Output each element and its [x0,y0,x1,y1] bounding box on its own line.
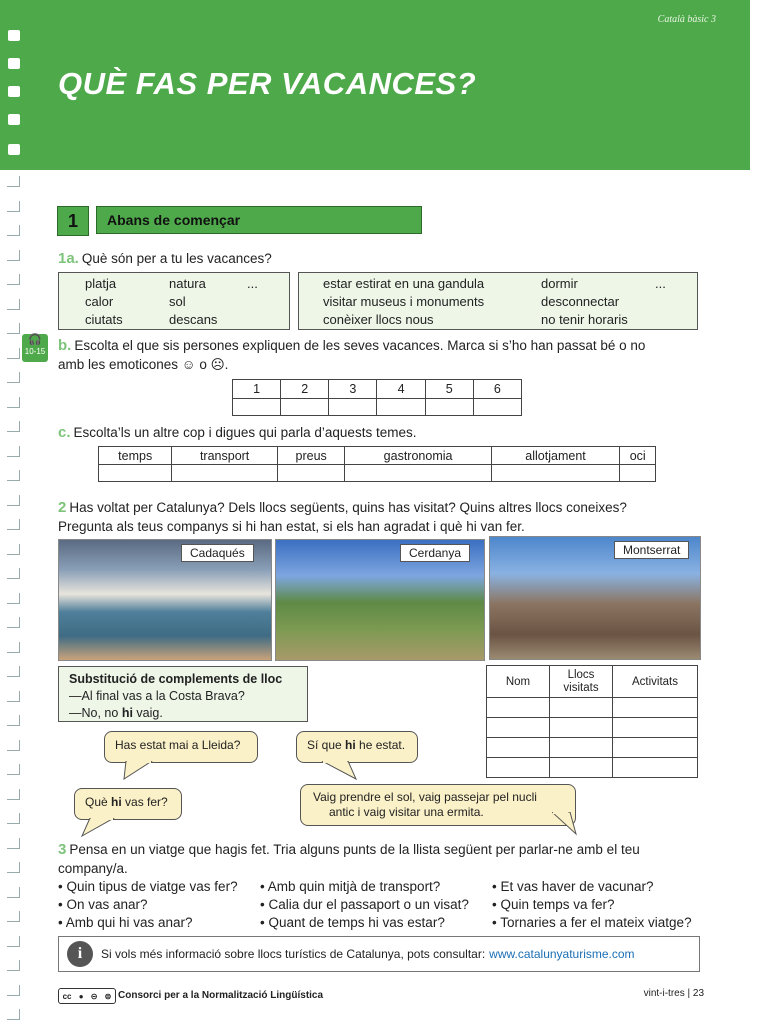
info-link[interactable]: www.catalunyaturisme.com [489,947,635,961]
question-1c [58,424,416,441]
spiral-ring [7,764,20,775]
photo-montserrat [489,536,701,660]
spiral-ring [7,789,20,800]
grid-header: 3 [329,380,377,399]
grid-cell[interactable] [345,465,491,482]
table-cell[interactable] [487,758,550,778]
table-cell[interactable] [613,698,698,718]
word: dormir [541,276,578,291]
bubble-tail [120,761,160,781]
word: ciutats [85,312,123,327]
question-label: 3 [58,841,67,858]
question-text: Escolta el que sis persones expliquen de les seves vacances. Marca si s’ho han passat bé o no [74,338,646,353]
spiral-ring [7,299,20,310]
headphones-icon: 🎧 [28,334,42,346]
question-text: Has voltat per Catalunya? Dels llocs següents, quins has visitat? Quins altres llocs coneixes? [69,500,627,515]
grid-cell[interactable] [620,465,656,482]
table-cell[interactable] [487,738,550,758]
word: visitar museus i monuments [323,294,485,309]
spiral-ring [7,250,20,261]
bubble-tail [80,818,120,838]
list-item: • Quin temps va fer? [492,897,615,912]
table-cell[interactable] [550,758,613,778]
bubble-tail [318,761,362,781]
grid-header: 1 [233,380,281,399]
word-box-left [58,272,290,330]
spiral-ring [7,176,20,187]
question-label: b. [58,337,72,354]
grid-header: temps [99,447,172,465]
grid-header: 2 [281,380,329,399]
grid-header: oci [620,447,656,465]
grid-cell[interactable] [377,399,425,416]
spiral-ring [7,666,20,677]
spiral-ring [7,936,20,947]
spiral-ring [7,740,20,751]
spiral-ring [7,617,20,628]
list-item: • Amb quin mitjà de transport? [260,879,441,894]
table-cell[interactable] [550,738,613,758]
answer-grid-1b [232,379,522,416]
spiral-ring [7,225,20,236]
spiral-ring [7,274,20,285]
spiral-ring [7,960,20,971]
page-tab-mark [8,58,20,69]
grammar-title: Substitució de complements de lloc [69,672,283,686]
speech-bubble: Has estat mai a Lleida? [104,731,258,763]
spiral-ring [7,348,20,359]
list-item: • Et vas haver de vacunar? [492,879,654,894]
table-header: Nom [487,666,550,698]
grid-header: allotjament [491,447,620,465]
info-box [58,936,700,972]
grid-cell[interactable] [425,399,473,416]
list-item: • Amb qui hi vas anar? [58,915,193,930]
page-title: QUÈ FAS PER VACANCES? [58,66,477,101]
photo-label: Cadaqués [181,544,254,562]
spiral-ring [7,470,20,481]
photo-label: Cerdanya [400,544,470,562]
bubble-tail [552,812,582,838]
question-text: Què són per a tu les vacances? [81,251,272,266]
spiral-ring [7,568,20,579]
word: desconnectar [541,294,620,309]
word: conèixer llocs nous [323,312,434,327]
word-box-right [298,272,698,330]
grammar-example: —No, no hi vaig. [69,706,163,720]
page-number: vint-i-tres | 23 [643,988,704,999]
list-item: • Quant de temps hi vas estar? [260,915,445,930]
question-2 [58,498,718,536]
table-header: Llocs visitats [550,666,613,698]
question-1b [58,336,718,374]
photo-cadaques [58,539,272,661]
spiral-ring [7,397,20,408]
word: platja [85,276,117,291]
question-3 [58,840,718,878]
spiral-ring [7,715,20,726]
spiral-ring [7,911,20,922]
grid-header: preus [277,447,345,465]
spiral-ring [7,201,20,212]
publisher-name: Consorci per a la Normalització Lingüística [118,990,324,1001]
spiral-ring [7,691,20,702]
grammar-example: —Al final vas a la Costa Brava? [69,689,245,703]
spiral-ring [7,372,20,383]
spiral-ring [7,446,20,457]
word: sol [169,294,186,309]
list-item: • On vas anar? [58,897,148,912]
question-text: Pensa en un viatge que hagis fet. Tria alguns punts de la llista següent per parlar-ne amb el teu [69,842,640,857]
table-cell[interactable] [613,758,698,778]
audio-track-number: 10-15 [24,347,46,356]
list-item: • Quin tipus de viatge vas fer? [58,879,238,894]
creative-commons-icon: cc ● ⊝ ⊜ [58,988,116,1004]
question-label: 2 [58,499,67,516]
speech-bubble: Sí que hi he estat. [296,731,418,763]
spiral-ring [7,519,20,530]
spiral-ring [7,862,20,873]
table-cell[interactable] [613,718,698,738]
speech-bubble: Què hi vas fer? [74,788,182,820]
grid-header: 6 [473,380,521,399]
page-tab-mark [8,144,20,155]
question-text: Escolta’ls un altre cop i digues qui parla d’aquests temes. [73,425,417,440]
word: no tenir horaris [541,312,628,327]
list-item: • Calia dur el passaport o un visat? [260,897,469,912]
spiral-ring [7,813,20,824]
photo-label: Montserrat [614,541,689,559]
spiral-ring [7,544,20,555]
table-cell[interactable] [550,698,613,718]
grammar-box [58,666,308,722]
word: natura [169,276,206,291]
info-text: Si vols més informació sobre llocs turístics de Catalunya, pots consultar: [101,947,486,961]
answer-grid-1c [98,446,656,482]
spiral-ring [7,1009,20,1020]
word: descans [169,312,218,327]
series-label: Català bàsic 3 [657,14,716,25]
spiral-ring [7,985,20,996]
question-1a [58,250,272,267]
survey-table [486,665,698,778]
table-cell[interactable] [487,718,550,738]
spiral-ring [7,323,20,334]
word: estar estirat en una gandula [323,276,485,291]
grid-header: 4 [377,380,425,399]
photo-cerdanya [275,539,485,661]
page-tab-mark [8,114,20,125]
spiral-ring [7,887,20,898]
info-icon: i [67,941,93,967]
grid-cell[interactable] [473,399,521,416]
page-tab-mark [8,30,20,41]
spiral-ring [7,421,20,432]
question-label: c. [58,424,71,441]
spiral-ring [7,495,20,506]
grid-cell[interactable] [491,465,620,482]
table-cell[interactable] [613,738,698,758]
audio-track-badge [22,334,48,362]
spiral-ring [7,593,20,604]
section-number: 1 [57,206,89,236]
question-label: 1a. [58,250,79,267]
ellipsis: ... [655,276,666,291]
page-tab-mark [8,86,20,97]
spiral-ring [7,642,20,653]
grid-header: transport [172,447,277,465]
grid-cell[interactable] [277,465,345,482]
question-text: amb les emoticones ☺ o ☹. [58,357,229,372]
question-text: Pregunta als teus companys si hi han estat, si els han agradat i què hi van fer. [58,519,525,534]
grid-cell[interactable] [329,399,377,416]
grid-header: 5 [425,380,473,399]
grid-cell[interactable] [281,399,329,416]
question-text: company/a. [58,861,128,876]
grid-cell[interactable] [172,465,277,482]
speech-bubble: Vaig prendre el sol, vaig passejar pel nucli antic i vaig visitar una ermita. [300,784,576,826]
table-cell[interactable] [550,718,613,738]
list-item: • Tornaries a fer el mateix viatge? [492,915,692,930]
grid-cell[interactable] [99,465,172,482]
word: calor [85,294,114,309]
ellipsis: ... [247,276,258,291]
section-title: Abans de començar [96,206,422,234]
grid-cell[interactable] [233,399,281,416]
table-cell[interactable] [487,698,550,718]
table-header: Activitats [613,666,698,698]
grid-header: gastronomia [345,447,491,465]
spiral-ring [7,838,20,849]
